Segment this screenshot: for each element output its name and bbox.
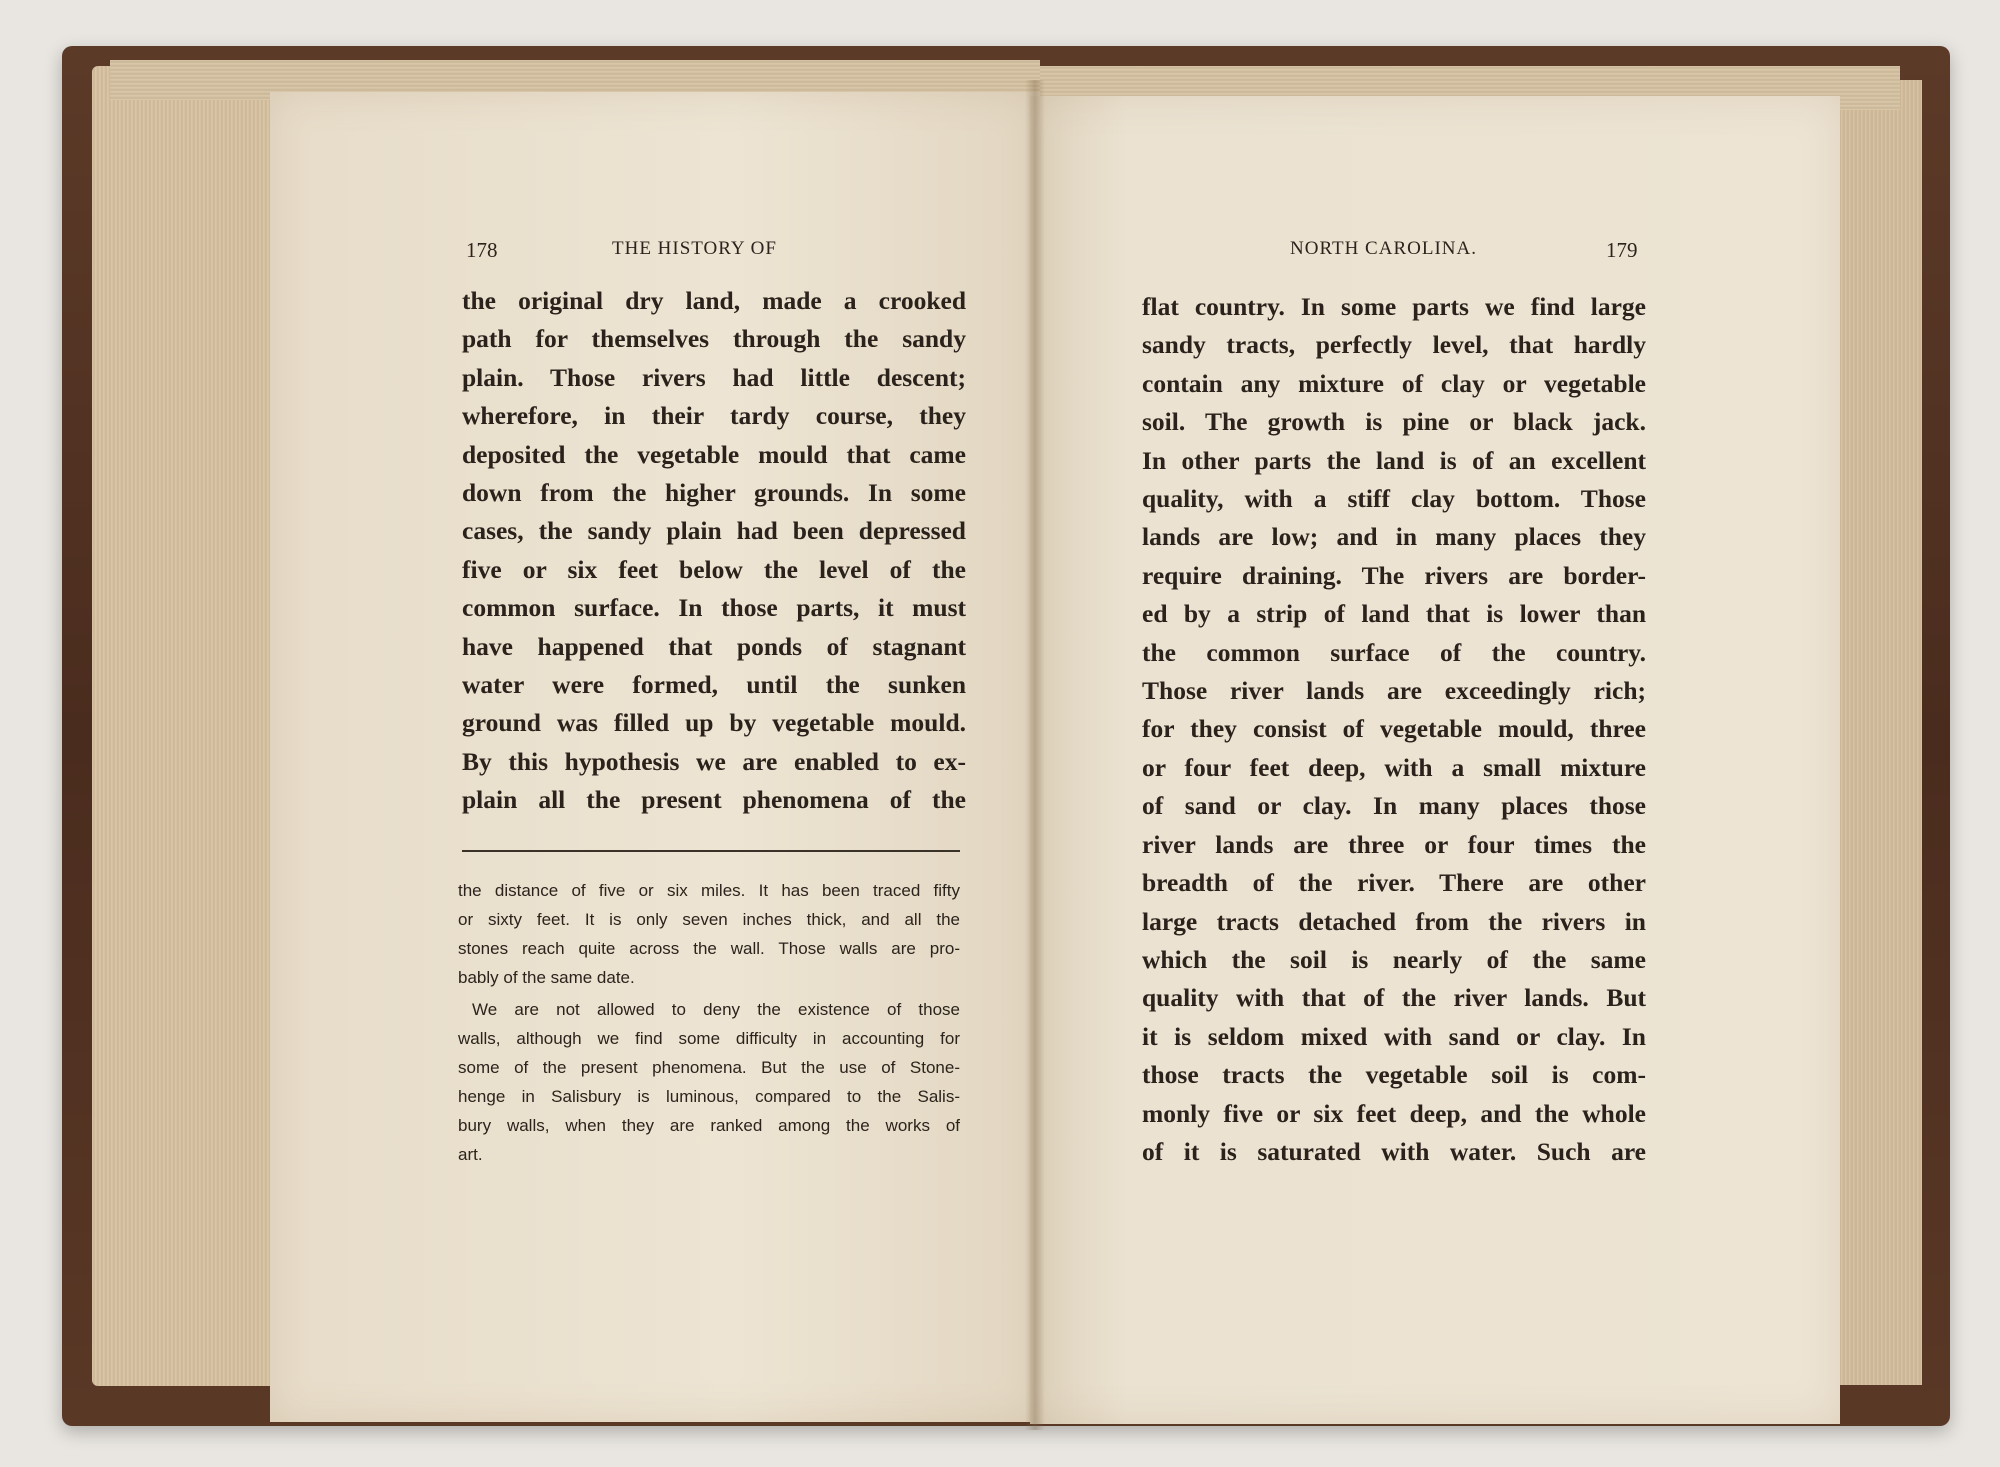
text-line: contain any mixture of clay or vegetable <box>1142 368 1646 398</box>
text-line: By this hypothesis we are enabled to ex- <box>462 746 966 776</box>
text-line: the original dry land, made a crooked <box>462 286 966 315</box>
text-line: We are not allowed to deny the existence of those <box>472 1000 960 1019</box>
left-running-head: THE HISTORY OF <box>612 238 777 259</box>
text-line: have happened that ponds of stagnant <box>462 631 966 661</box>
footnote-paragraph-1 <box>458 876 960 992</box>
text-line: bably of the same date. <box>458 968 635 987</box>
right-page-number: 179 <box>1606 238 1638 262</box>
text-line: path for themselves through the sandy <box>462 324 966 354</box>
text-line: henge in Salisbury is luminous, compared to the Salis- <box>458 1087 960 1106</box>
text-line: plain all the present phenomena of the <box>462 785 966 815</box>
text-line: bury walls, when they are ranked among the works of <box>458 1116 960 1135</box>
text-line: plain. Those rivers had little descent; <box>462 362 966 392</box>
footnote-rule <box>462 850 960 852</box>
text-line: sandy tracts, perfectly level, that hardly <box>1142 330 1646 360</box>
page-edges-left <box>92 66 282 1386</box>
text-line: deposited the vegetable mould that came <box>462 439 966 469</box>
page-edges-right <box>1826 80 1922 1385</box>
text-line: the distance of five or six miles. It has been traced fifty <box>458 881 960 900</box>
text-line: walls, although we find some difficulty in accounting for <box>458 1029 960 1048</box>
text-line: which the soil is nearly of the same <box>1142 944 1646 974</box>
text-line: ground was filled up by vegetable mould. <box>462 708 966 738</box>
right-running-head: NORTH CAROLINA. <box>1290 238 1477 259</box>
left-page-number: 178 <box>466 238 498 262</box>
text-line: those tracts the vegetable soil is com- <box>1142 1060 1646 1090</box>
text-line: monly five or six feet deep, and the whole <box>1142 1098 1646 1128</box>
text-line: some of the present phenomena. But the use of Stone- <box>458 1058 960 1077</box>
text-line: five or six feet below the level of the <box>462 554 966 584</box>
text-line: quality, with a stiff clay bottom. Those <box>1142 484 1646 514</box>
text-line: quality with that of the river lands. But <box>1142 983 1646 1013</box>
text-line: river lands are three or four times the <box>1142 829 1646 859</box>
text-line: breadth of the river. There are other <box>1142 868 1646 898</box>
text-line: lands are low; and in many places they <box>1142 522 1646 552</box>
text-line: cases, the sandy plain had been depressed <box>462 516 966 546</box>
text-line: soil. The growth is pine or black jack. <box>1142 407 1646 437</box>
text-line: or sixty feet. It is only seven inches thick, and all the <box>458 910 960 929</box>
text-line: it is seldom mixed with sand or clay. In <box>1142 1021 1646 1051</box>
text-line: down from the higher grounds. In some <box>462 478 966 508</box>
text-line: for they consist of vegetable mould, three <box>1142 714 1646 744</box>
text-line: large tracts detached from the rivers in <box>1142 906 1646 936</box>
footnote-paragraph-2 <box>458 995 960 1169</box>
text-line: of it is saturated with water. Such are <box>1142 1136 1646 1166</box>
right-body-text <box>1142 288 1646 1171</box>
text-line: of sand or clay. In many places those <box>1142 791 1646 821</box>
book-gutter <box>1025 80 1045 1430</box>
text-line: wherefore, in their tardy course, they <box>462 401 966 431</box>
text-line: ed by a strip of land that is lower than <box>1142 599 1646 629</box>
text-line: Those river lands are exceedingly rich; <box>1142 676 1646 706</box>
text-line: art. <box>458 1145 483 1164</box>
text-line: stones reach quite across the wall. Those walls are pro- <box>458 939 960 958</box>
text-line: require draining. The rivers are border- <box>1142 560 1646 590</box>
text-line: or four feet deep, with a small mixture <box>1142 752 1646 782</box>
text-line: In other parts the land is of an excellent <box>1142 445 1646 475</box>
text-line: flat country. In some parts we find large <box>1142 292 1646 321</box>
text-line: common surface. In those parts, it must <box>462 593 966 623</box>
text-line: the common surface of the country. <box>1142 637 1646 667</box>
left-body-text <box>462 282 966 820</box>
text-line: water were formed, until the sunken <box>462 670 966 700</box>
